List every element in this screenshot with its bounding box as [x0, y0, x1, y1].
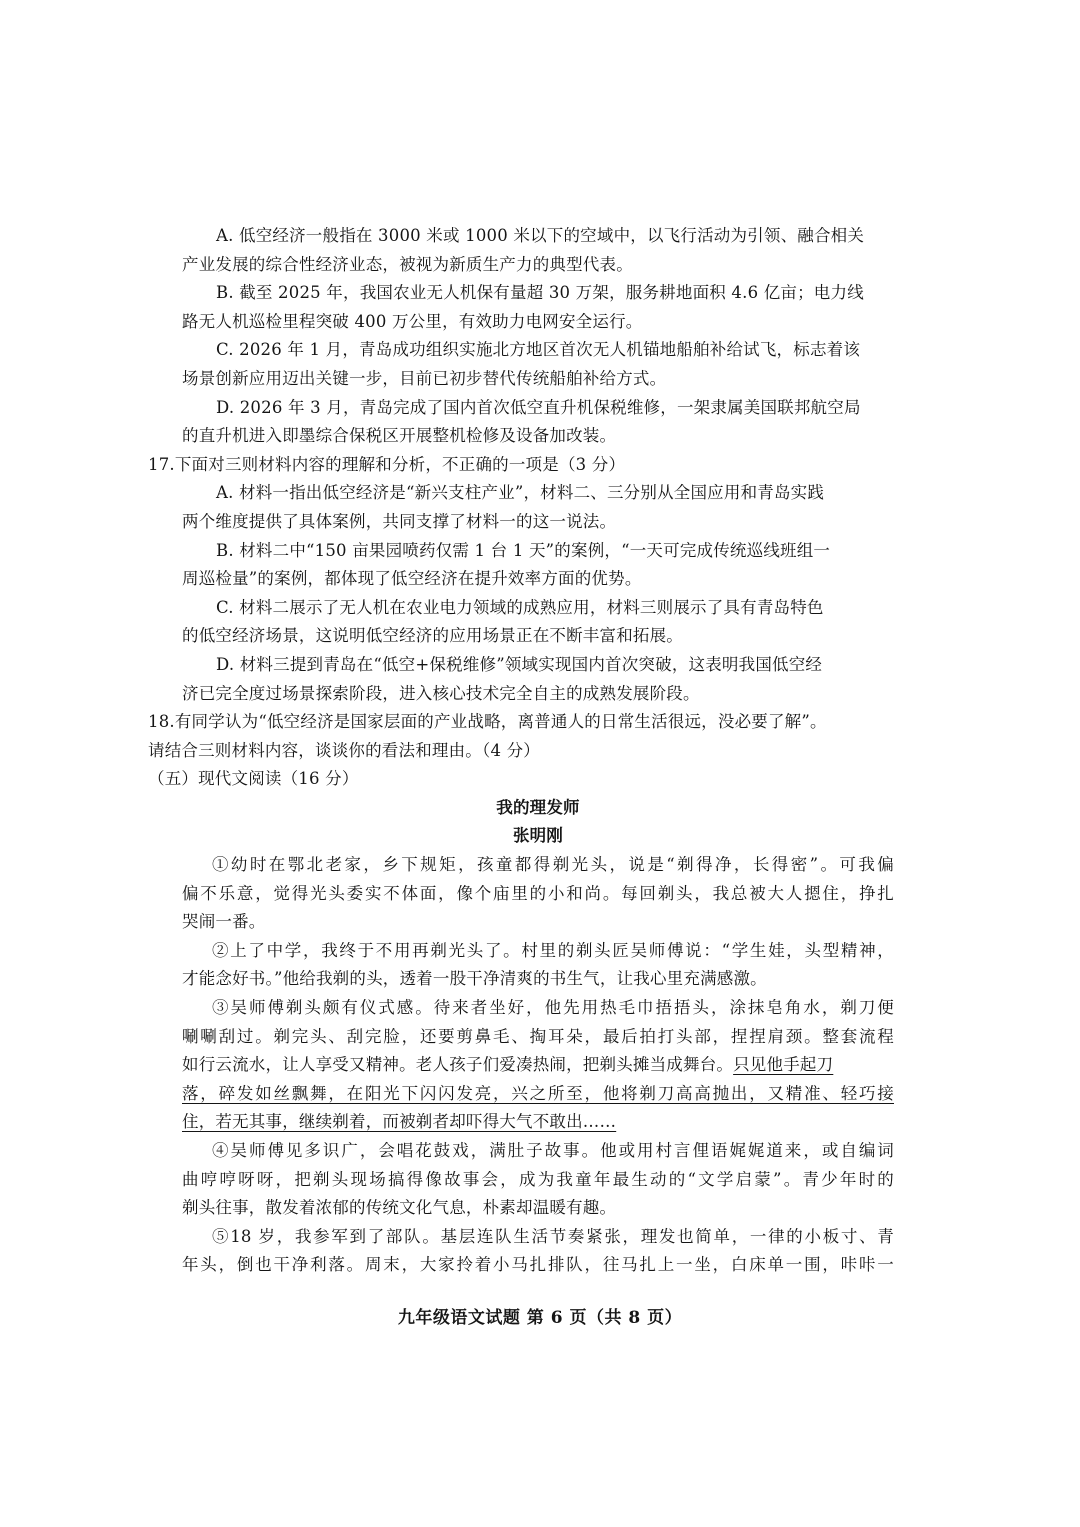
option-line: 产业发展的综合性经济业态，被视为新质生产力的典型代表。: [182, 254, 633, 274]
paragraph-5: [182, 1223, 894, 1280]
q16-option-d: [182, 394, 894, 451]
section-heading: （五）现代文阅读（16 分）: [148, 769, 359, 789]
paragraph-line: ③吴师傅剃头颇有仪式感。待来者坐好，他先用热毛巾捂捂头，涂抹皂角水，剃刀便: [212, 998, 894, 1018]
option-line: C. 2026 年 1 月，青岛成功组织实施北方地区首次无人机锚地船舶补给试飞，标志着该: [216, 340, 861, 360]
article-author: 张明刚: [512, 826, 564, 846]
article: [182, 794, 894, 1280]
option-line: A. 材料一指出低空经济是“新兴支柱产业”，材料二、三分别从全国应用和青岛实践: [216, 483, 825, 503]
page-content: [148, 222, 894, 1280]
q18-stem: 请结合三则材料内容，谈谈你的看法和理由。（4 分）: [148, 740, 540, 760]
paragraph-line: 唰唰刮过。剃完头、刮完脸，还要剪鼻毛、掏耳朵，最后拍打头部，捏捏肩颈。整套流程: [182, 1026, 894, 1046]
option-line: 的直升机进入即墨综合保税区开展整机检修及设备加改装。: [182, 426, 617, 446]
paragraph-2: [182, 937, 894, 994]
option-line: 场景创新应用迈出关键一步，目前已初步替代传统船舶补给方式。: [182, 368, 667, 388]
option-line: 两个维度提供了具体案例，共同支撑了材料一的这一说法。: [182, 511, 617, 531]
underlined-line: 落，碎发如丝飘舞，在阳光下闪闪发亮，兴之所至，他将剃刀高高抛出，又精准、轻巧接: [182, 1083, 894, 1103]
q18-stem: 18.有同学认为“低空经济是国家层面的产业战略，离普通人的日常生活很远，没必要了解”。: [148, 712, 827, 732]
option-line: C. 材料二展示了无人机在农业电力领域的成熟应用，材料三则展示了具有青岛特色: [216, 597, 824, 617]
option-line: B. 截至 2025 年，我国农业无人机保有量超 30 万架，服务耕地面积 4.6 亿亩；电力线: [216, 283, 864, 303]
question-18: [148, 708, 894, 765]
question-17: [148, 451, 894, 708]
option-line: B. 材料二中“150 亩果园喷药仅需 1 台 1 天”的案例，“一天可完成传统巡线班组一: [216, 540, 831, 560]
paragraph-line: [182, 1051, 894, 1080]
underlined-text: 住，若无其事，继续剃着，而被剃者却吓得大气不敢出……: [182, 1112, 617, 1132]
paragraph-line: 剃头往事，散发着浓郁的传统文化气息，朴素却温暖有趣。: [182, 1198, 617, 1218]
paragraph-4: [182, 1137, 894, 1223]
paragraph-line: ④吴师傅见多识广，会唱花鼓戏，满肚子故事。他或用村言俚语娓娓道来，或自编词: [212, 1141, 894, 1160]
paragraph-line: [182, 1108, 894, 1137]
option-line: D. 材料三提到青岛在“低空+保税维修”领域实现国内首次突破，这表明我国低空经: [216, 654, 823, 674]
paragraph-line: 哭闹一番。: [182, 912, 266, 932]
q16-option-c: [182, 336, 894, 393]
paragraph-3: [182, 994, 894, 1137]
option-line: 济已完全度过场景探索阶段，进入核心技术完全自主的成熟发展阶段。: [182, 683, 700, 703]
underlined-text: 只见他手起刀: [733, 1055, 834, 1075]
paragraph-text: 如行云流水，让人享受又精神。老人孩子们爱凑热闹，把剃头摊当成舞台。: [182, 1055, 734, 1075]
article-title: 我的理发师: [496, 797, 580, 817]
paragraph-line: ⑤18 岁，我参军到了部队。基层连队生活节奏紧张，理发也简单，一律的小板寸、青: [212, 1226, 894, 1246]
paragraph-line: 曲哼哼呀呀，把剃头现场搞得像故事会，成为我童年最生动的“文学启蒙”。青少年时的: [182, 1169, 894, 1189]
paragraph-line: ②上了中学，我终于不用再剃光头了。村里的剃头匠吴师傅说：“学生娃，头型精神，: [212, 940, 894, 960]
page-footer: 九年级语文试题 第 6 页（共 8 页）: [397, 1308, 683, 1328]
q16-option-a: [182, 222, 894, 279]
paragraph-1: [182, 851, 894, 937]
q16-option-b: [182, 279, 894, 336]
option-line: 路无人机巡检里程突破 400 万公里，有效助力电网安全运行。: [182, 311, 643, 331]
option-line: 周巡检量”的案例，都体现了低空经济在提升效率方面的优势。: [182, 569, 642, 589]
option-line: D. 2026 年 3 月，青岛完成了国内首次低空直升机保税维修，一架隶属美国联邦航空局: [216, 397, 861, 417]
option-line: 的低空经济场景，这说明低空经济的应用场景正在不断丰富和拓展。: [182, 626, 683, 646]
q17-stem: 17.下面对三则材料内容的理解和分析，不正确的一项是（3 分）: [148, 454, 626, 474]
paragraph-line: 偏不乐意，觉得光头委实不体面，像个庙里的小和尚。每回剃头，我总被大人摁住，挣扎: [182, 883, 894, 903]
option-line: A. 低空经济一般指在 3000 米或 1000 米以下的空域中，以飞行活动为引领、融合相关: [216, 226, 865, 245]
paragraph-line: ①幼时在鄂北老家，乡下规矩，孩童都得剃光头，说是“剃得净，长得密”。可我偏: [212, 855, 894, 875]
paragraph-line: 年头，倒也干净利落。周末，大家拎着小马扎排队，往马扎上一坐，白床单一围，咔咔一: [182, 1255, 894, 1275]
paragraph-line: 才能念好书。”他给我剃的头，透着一股干净清爽的书生气，让我心里充满感激。: [182, 969, 767, 989]
